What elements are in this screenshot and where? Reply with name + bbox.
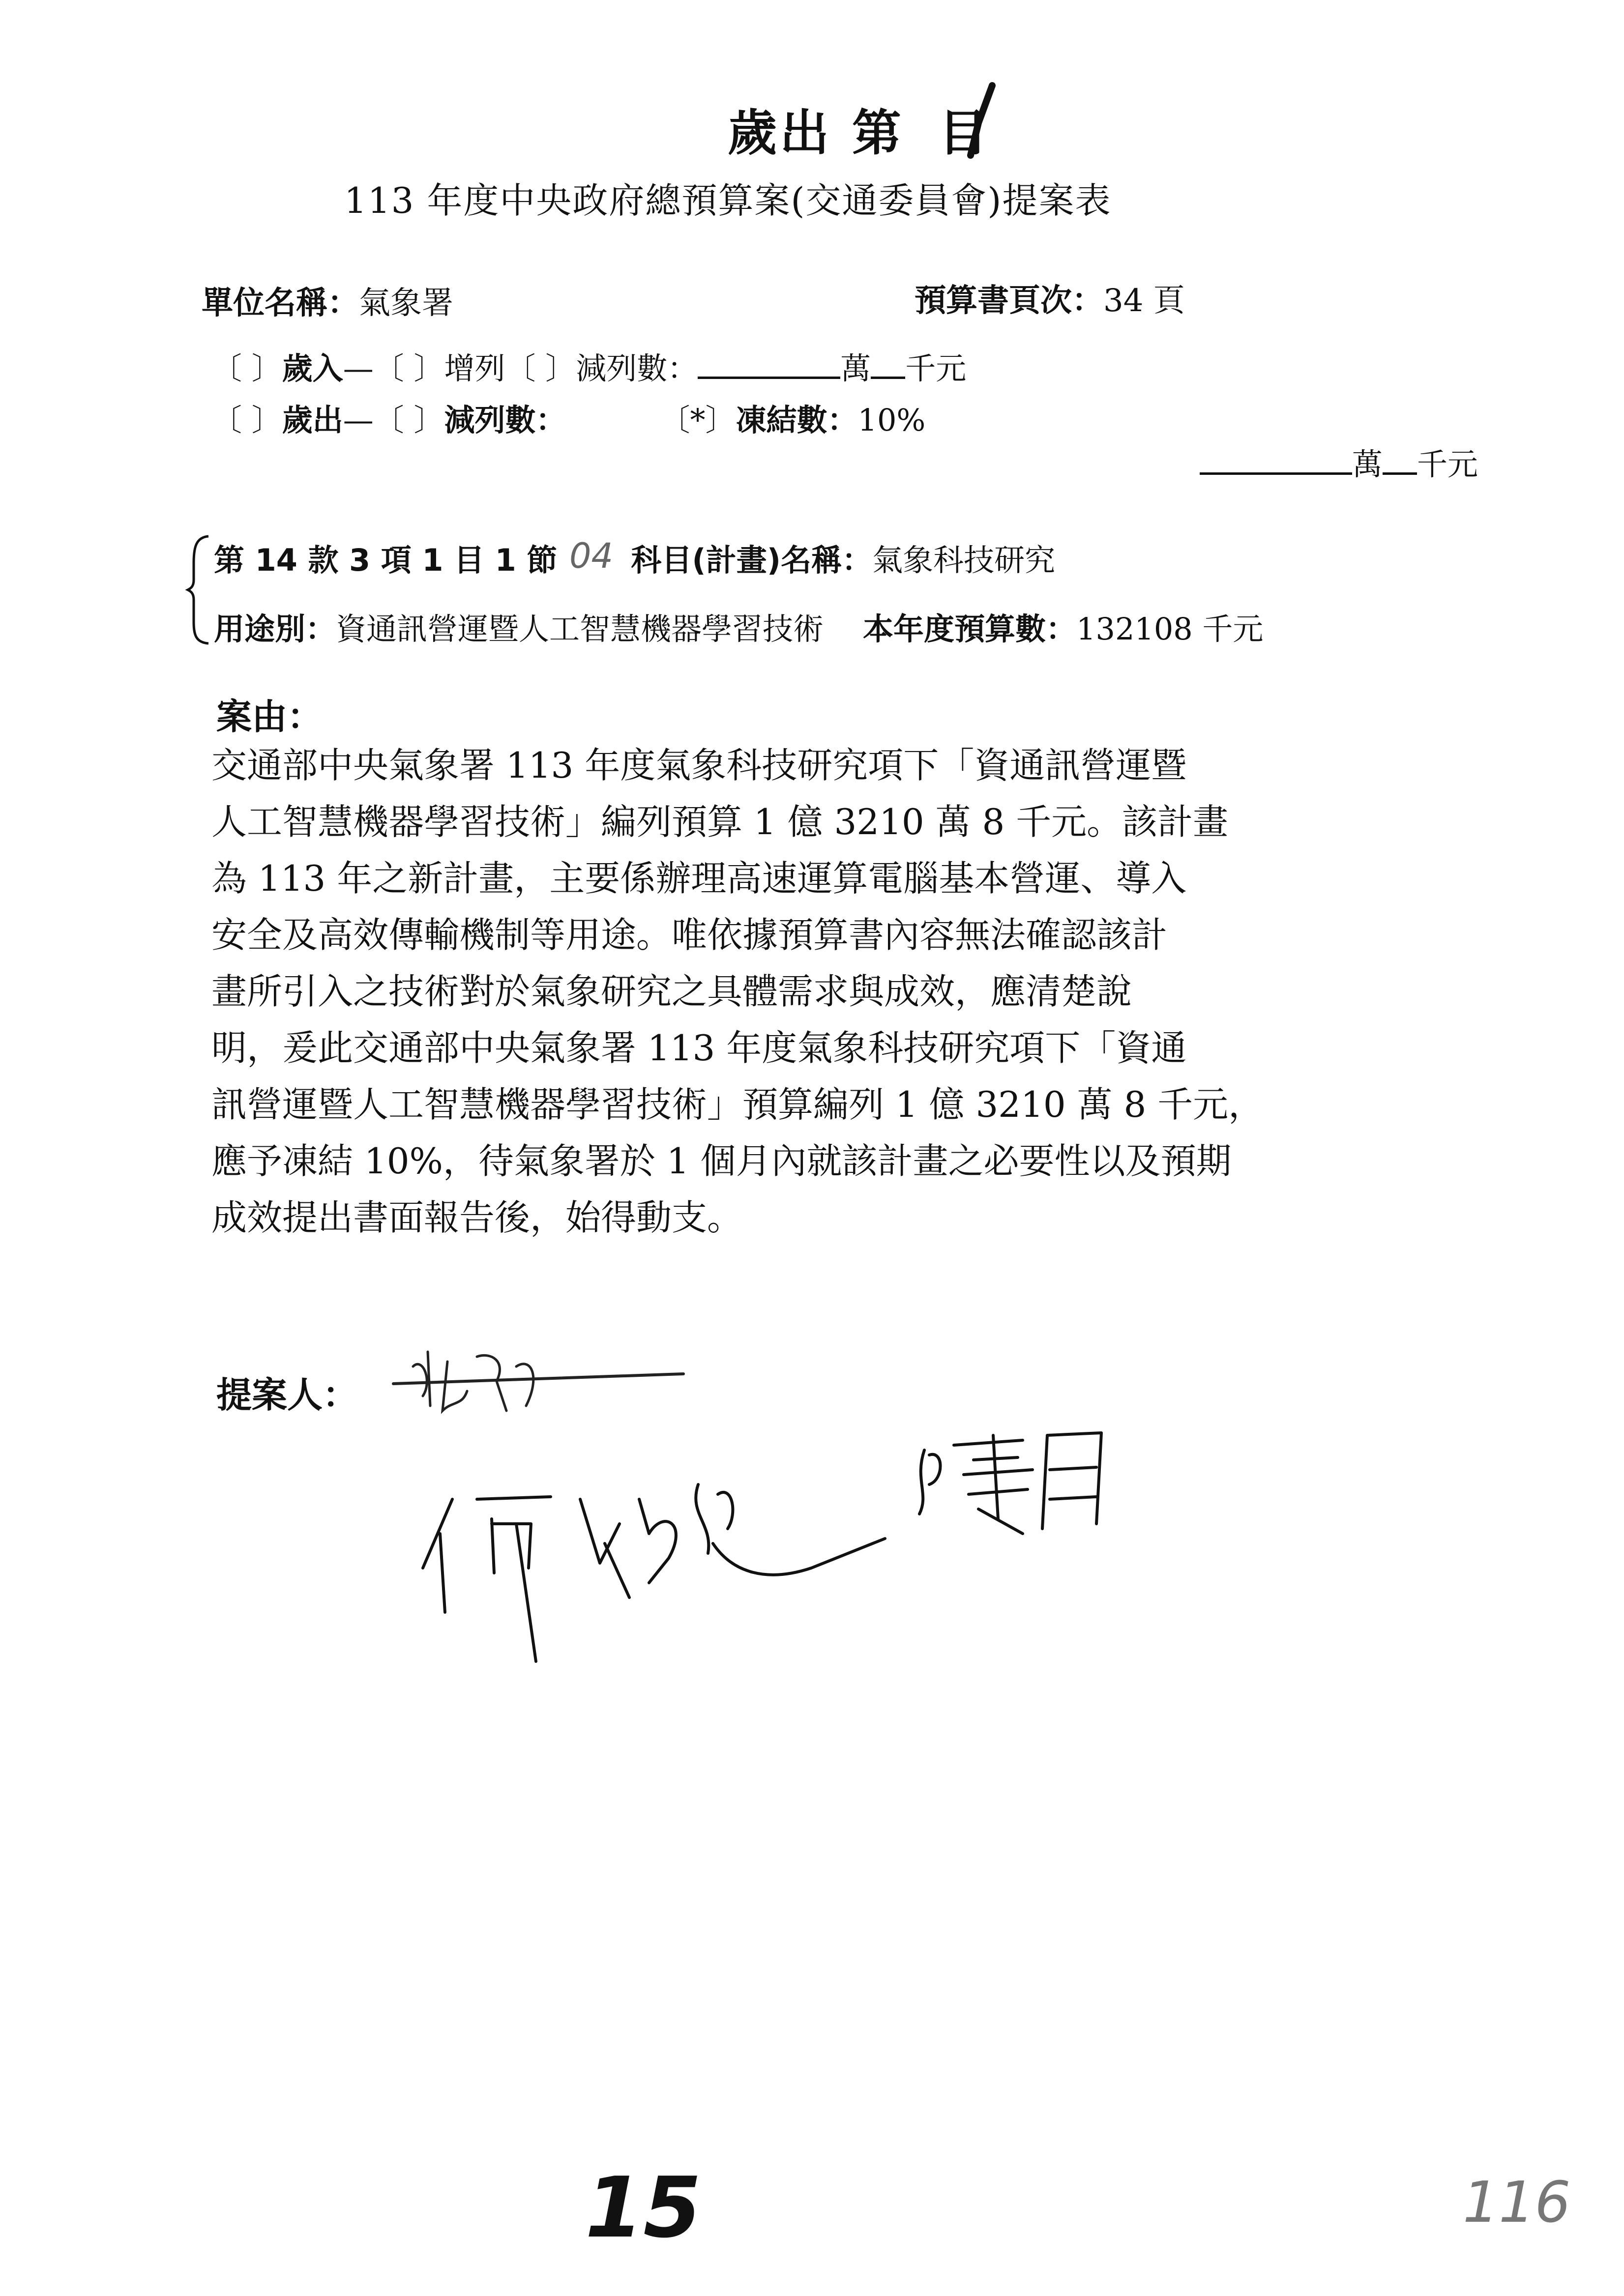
increase-label: 增列 <box>444 350 505 386</box>
unit-value: 氣象署 <box>359 285 453 321</box>
usage-label: 用途別： <box>214 611 336 647</box>
corner-number-text: 116 <box>1463 2170 1571 2236</box>
reason-line: 明，爰此交通部中央氣象署 113 年度氣象科技研究項下「資通 <box>211 1027 1187 1069</box>
reason-line: 訊營運暨人工智慧機器學習技術」預算編列 1 億 3210 萬 8 千元， <box>211 1084 1264 1125</box>
unit-qian: 千元 <box>905 350 967 386</box>
document-title: 113 年度中央政府總預算案(交通委員會)提案表 <box>344 180 1112 221</box>
reason-line: 為 113 年之新計畫，主要係辦理高速運算電腦基本營運、導入 <box>211 858 1187 899</box>
header-title-right: 目 <box>938 104 991 162</box>
page-label: 預算書頁次： <box>915 283 1103 319</box>
section-label: 第 14 款 3 項 1 目 1 節 <box>214 542 558 578</box>
freeze-value: 10% <box>857 402 926 438</box>
amount-blank-qian[interactable] <box>871 377 905 379</box>
left-brace-mark <box>187 533 211 646</box>
struck-signature <box>393 1352 683 1411</box>
handwritten-04-note <box>565 533 620 578</box>
reason-label: 案由： <box>216 696 323 737</box>
handwritten-number-one-mark <box>964 84 998 157</box>
reason-line: 交通部中央氣象署 113 年度氣象科技研究項下「資通訊營運暨 <box>211 745 1187 786</box>
amount-blank-wan[interactable] <box>698 377 840 379</box>
subject-value: 氣象科技研究 <box>872 542 1056 578</box>
expense-decrease-checkbox[interactable]: 〔 〕 <box>373 402 444 438</box>
amount-blank-qian[interactable] <box>1383 472 1417 475</box>
budget-value: 132108 千元 <box>1076 611 1264 647</box>
unit-wan: 萬 <box>840 350 871 386</box>
increase-checkbox[interactable]: 〔 〕 <box>373 350 444 386</box>
decrease-checkbox[interactable]: 〔 〕 <box>505 350 576 386</box>
reason-line: 成效提出書面報告後，始得動支。 <box>211 1197 743 1238</box>
dash: — <box>343 402 374 438</box>
page-number-text: 15 <box>585 2159 702 2257</box>
header-title-left: 歲出 第 <box>728 104 904 162</box>
reason-line: 應予凍結 10%，待氣象署於 1 個月內就該計畫之必要性以及預期 <box>211 1140 1232 1182</box>
budget-page-row <box>915 275 1185 320</box>
signature-2 <box>423 1484 885 1661</box>
handwritten-note-text: 04 <box>569 536 614 576</box>
freeze-label: 凍結數： <box>736 402 858 438</box>
budget-label: 本年度預算數： <box>863 611 1077 647</box>
reason-body <box>211 737 1441 1246</box>
reason-line: 畫所引入之技術對於氣象研究之具體需求與成效，應清楚說 <box>211 971 1132 1012</box>
expense-amount-row <box>1200 440 1478 484</box>
page-value: 34 頁 <box>1103 283 1185 319</box>
subject-label: 科目(計畫)名稱： <box>631 542 873 578</box>
usage-value: 資通訊營運暨人工智慧機器學習技術 <box>336 611 824 647</box>
amount-blank-wan[interactable] <box>1200 472 1352 475</box>
unit-wan: 萬 <box>1352 446 1383 482</box>
unit-row <box>202 278 453 323</box>
reason-line: 人工智慧機器學習技術」編列預算 1 億 3210 萬 8 千元。該計畫 <box>211 801 1229 843</box>
handwritten-page-number <box>580 2159 708 2257</box>
dash: — <box>343 350 374 386</box>
revenue-checkbox[interactable]: 〔 〕 <box>211 350 282 386</box>
corner-page-number <box>1460 2168 1571 2236</box>
header-title <box>728 93 991 164</box>
unit-qian: 千元 <box>1417 446 1478 482</box>
revenue-option-row <box>211 344 966 388</box>
handwritten-signatures <box>393 1337 1229 1681</box>
expense-checkbox[interactable]: 〔 〕 <box>211 402 282 438</box>
expense-option-row <box>211 396 925 439</box>
item-row <box>214 536 1055 580</box>
reason-line: 安全及高效傳輸機制等用途。唯依據預算書內容無法確認該計 <box>211 914 1168 956</box>
expense-label: 歲出 <box>282 402 343 438</box>
proposer-label: 提案人： <box>216 1374 358 1416</box>
freeze-checkbox[interactable]: 〔*〕 <box>659 402 736 438</box>
usage-row <box>214 605 1263 648</box>
unit-label: 單位名稱： <box>202 285 359 321</box>
expense-decrease-label: 減列數： <box>444 402 566 438</box>
decrease-label: 減列數： <box>576 350 698 386</box>
revenue-label: 歲入 <box>282 350 343 386</box>
signature-3 <box>919 1433 1101 1534</box>
